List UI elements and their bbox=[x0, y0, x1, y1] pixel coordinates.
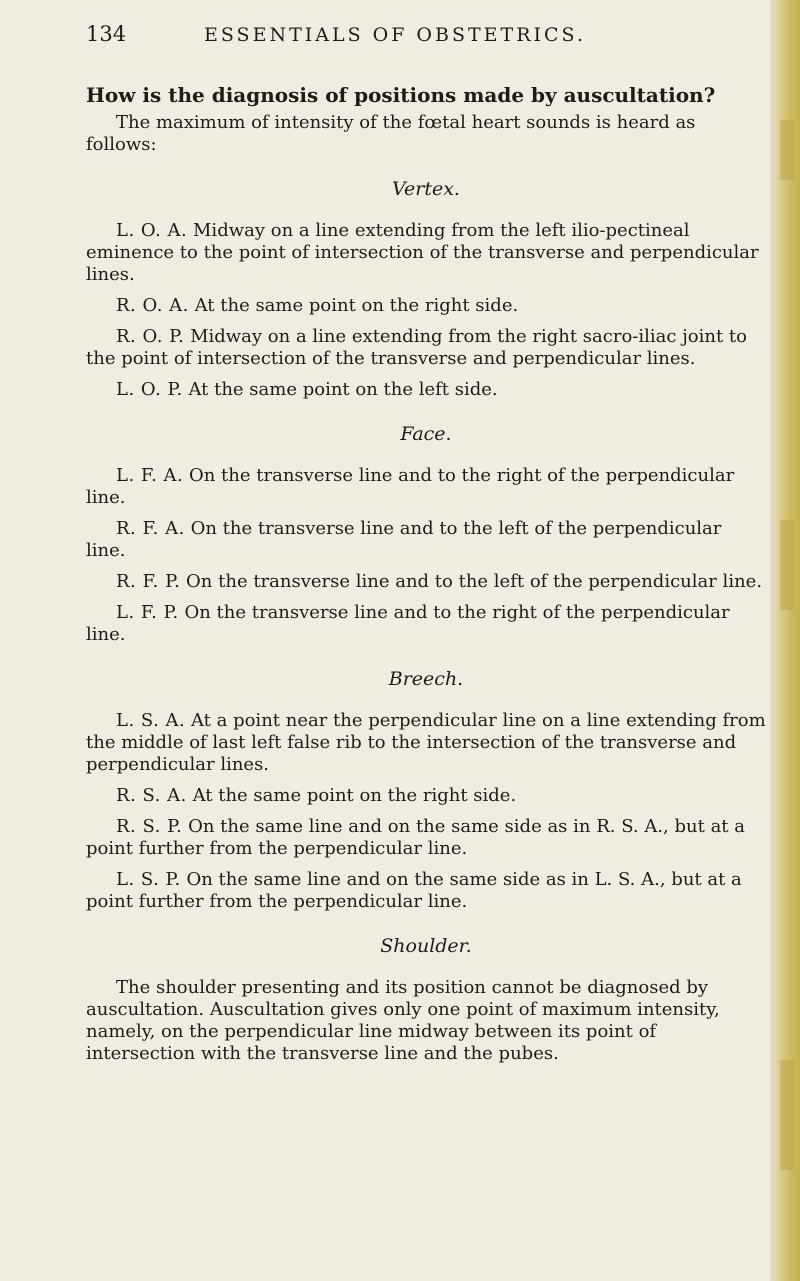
entry-rfp bbox=[86, 571, 766, 593]
entry-text: At the same point on the right side. bbox=[194, 295, 519, 316]
section-shoulder bbox=[86, 935, 766, 1065]
entry-text: At a point near the perpendicular line on a line extending from the middle of last left false rib to the intersection of the transverse and perpendicular lines. bbox=[86, 710, 766, 775]
section-vertex bbox=[86, 178, 766, 401]
entry-text: At the same point on the right side. bbox=[192, 785, 517, 806]
entry-text: Midway on a line extending from the right sacro-iliac joint to the point of intersection of the transverse and perpendicular lines. bbox=[86, 326, 747, 369]
entry-text: Midway on a line extending from the left ilio-pectineal eminence to the point of intersection of the transverse and perpendicular lines. bbox=[86, 220, 759, 285]
entry-text: At the same point on the left side. bbox=[188, 379, 498, 400]
entry-roa bbox=[86, 295, 766, 317]
page-edge-shadow bbox=[770, 0, 800, 1281]
entry-head: R. O. P. bbox=[116, 326, 185, 347]
entry-rsp bbox=[86, 816, 766, 860]
intro-paragraph: The maximum of intensity of the fœtal heart sounds is heard as follows: bbox=[86, 112, 696, 155]
section-title: Shoulder. bbox=[380, 935, 472, 957]
entry-head: R. F. P. bbox=[116, 571, 181, 592]
entry-text: On the same line and on the same side as in R. S. A., but at a point further from the perpendicular line. bbox=[86, 816, 745, 859]
entry-head: L. S. A. bbox=[116, 710, 186, 731]
entry-head: R. S. A. bbox=[116, 785, 187, 806]
entry-loa bbox=[86, 220, 766, 286]
section-title: Vertex. bbox=[392, 178, 460, 200]
section-breech bbox=[86, 668, 766, 913]
entry-head: R. F. A. bbox=[116, 518, 185, 539]
edge-stain bbox=[780, 120, 794, 180]
entry-head: L. S. P. bbox=[116, 869, 181, 890]
running-head: ESSENTIALS OF OBSTETRICS. bbox=[204, 24, 586, 46]
entry-head: L. F. P. bbox=[116, 602, 179, 623]
entry-text: On the same line and on the same side as in L. S. A., but at a point further from the perpendicular line. bbox=[86, 869, 742, 912]
edge-stain bbox=[780, 520, 794, 610]
entry-text: On the transverse line and to the left of the perpendicular line. bbox=[86, 518, 722, 561]
entry-head: L. F. A. bbox=[116, 465, 184, 486]
entry-head: R. S. P. bbox=[116, 816, 183, 837]
entry-rsa bbox=[86, 785, 766, 807]
section-title: Face. bbox=[400, 423, 452, 445]
page-header bbox=[86, 22, 766, 62]
entry-lfp bbox=[86, 602, 766, 646]
entry-lsp bbox=[86, 869, 766, 913]
entry-head: L. O. A. bbox=[116, 220, 188, 241]
page-content bbox=[86, 22, 766, 1065]
section-title: Breech. bbox=[388, 668, 464, 690]
page-number: 134 bbox=[86, 22, 127, 46]
shoulder-paragraph: The shoulder presenting and its position cannot be diagnosed by auscultation. Auscultation gives only one point of maximum intensity, namely, on the perpendicular line midway between its point of intersection with the transverse line and the pubes. bbox=[86, 977, 720, 1064]
section-face bbox=[86, 423, 766, 646]
entry-text: On the transverse line and to the right of the perpendicular line. bbox=[86, 465, 735, 508]
question-heading: How is the diagnosis of positions made by auscultation? bbox=[86, 83, 716, 107]
entry-text: On the transverse line and to the right of the perpendicular line. bbox=[86, 602, 730, 645]
entry-lsa bbox=[86, 710, 766, 776]
entry-head: R. O. A. bbox=[116, 295, 189, 316]
entry-text: On the transverse line and to the left of the perpendicular line. bbox=[186, 571, 763, 592]
edge-stain bbox=[780, 1060, 794, 1170]
entry-lfa bbox=[86, 465, 766, 509]
entry-head: L. O. P. bbox=[116, 379, 183, 400]
entry-rop bbox=[86, 326, 766, 370]
entry-rfa bbox=[86, 518, 766, 562]
entry-lop bbox=[86, 379, 766, 401]
